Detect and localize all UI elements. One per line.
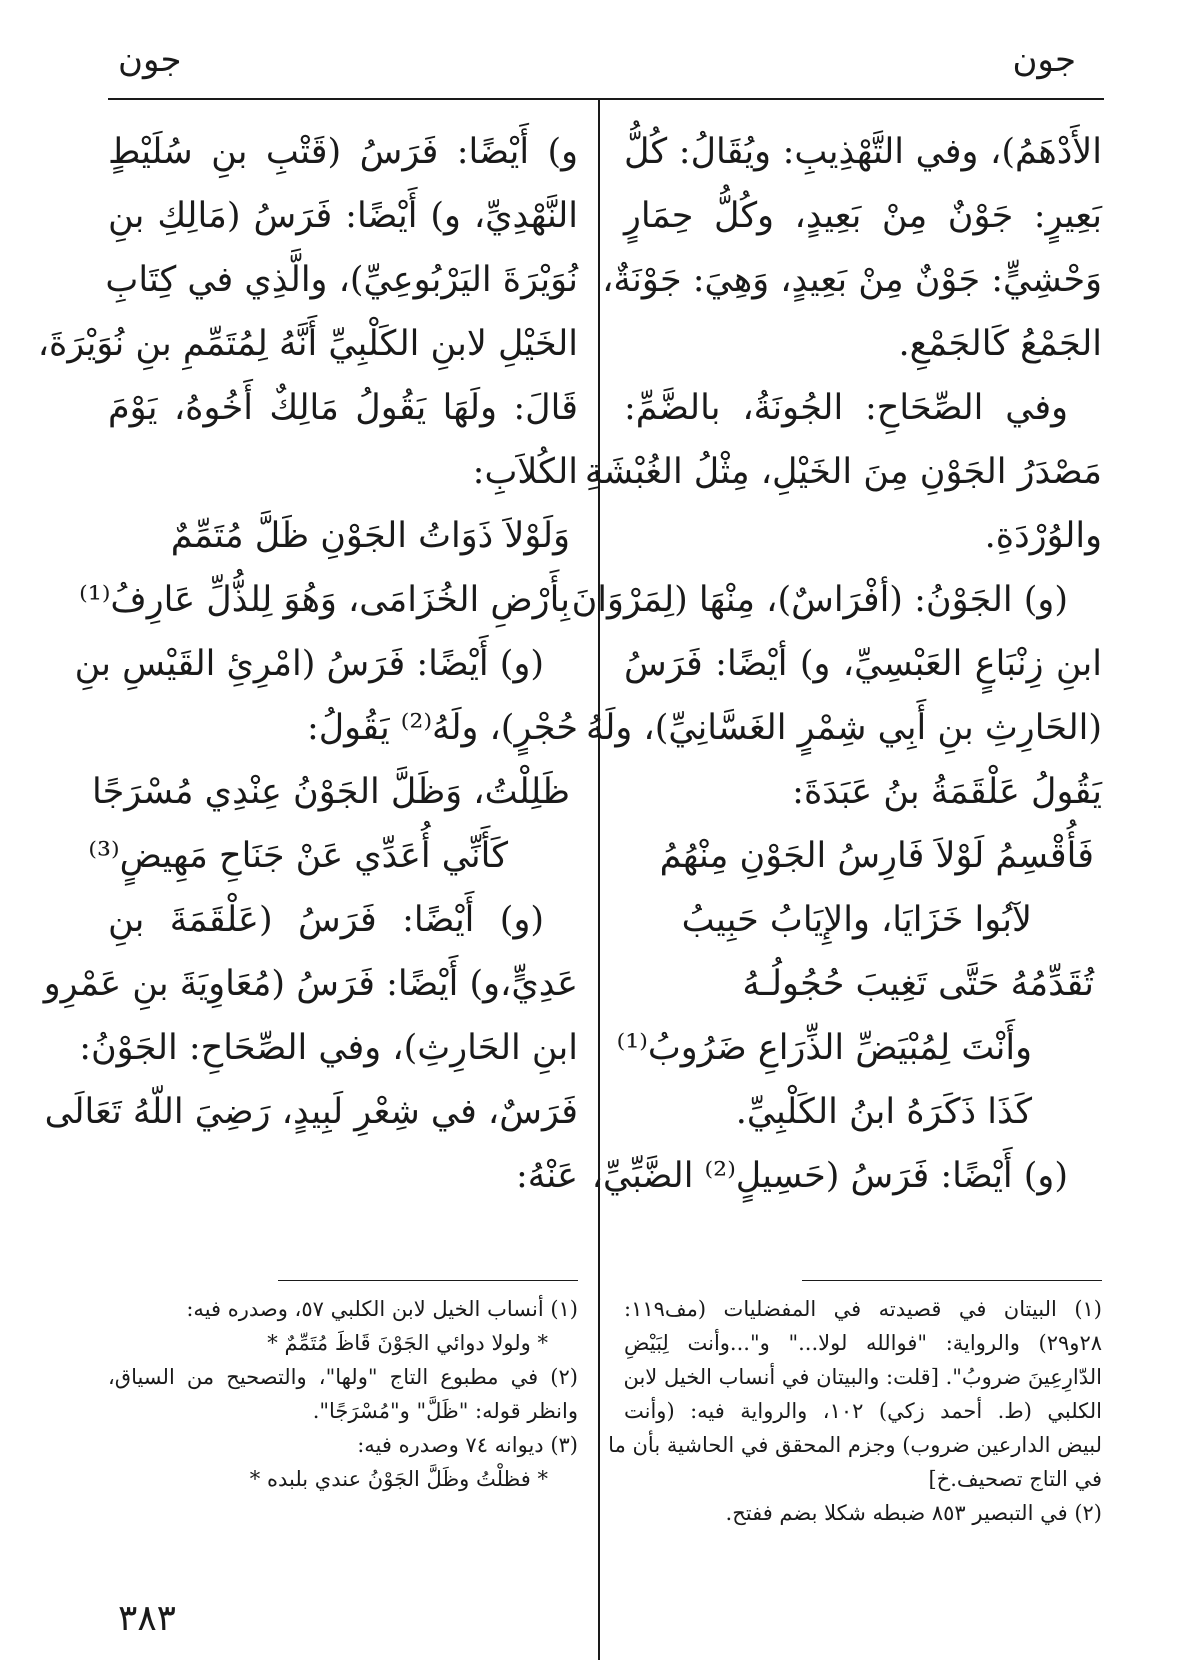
- text-line: والوُرْدَةِ.: [984, 516, 1102, 556]
- text-line: نُوَيْرَةَ اليَرْبُوعِيِّ)، والَّذِي في كِتَابِ: [105, 260, 578, 300]
- verse-line: بِأَرْضِ الخُزَامَى، وَهُوَ لِلذُّلِّ عَارِفُ⁽¹⁾: [79, 580, 570, 620]
- text-line: حُجْرٍ)، ولَهُ⁽²⁾ يَقُولُ:: [306, 708, 578, 748]
- footnote-line: (١) البيتان في قصيدته في المفضليات (مف١١٩:: [624, 1297, 1102, 1321]
- right-column: [571, 120, 1102, 1208]
- page-number: ٣٨٣: [118, 1598, 177, 1639]
- text-line: ابنِ الحَارِثِ)، وفي الصِّحَاحِ: الجَوْنُ:: [79, 1028, 578, 1068]
- footnote-line: (٢) في التبصير ٨٥٣ ضبطه شكلا بضم ففتح.: [725, 1501, 1102, 1525]
- footnote-line: الدّارِعِينَ ضروبُ". [قلت: والبيتان في أنساب الخيل لابن: [623, 1365, 1102, 1389]
- text-line: (و) أَيْضًا: فَرَسُ (حَسِيلٍ⁽²⁾ الضَّبِّيِّ،: [591, 1156, 1068, 1196]
- verse-line: تُقَدِّمُهُ حَتَّى تَغِيبَ حُجُولُـهُ: [742, 964, 1094, 1004]
- footnote-rule-left: [278, 1280, 578, 1281]
- text-line: الكُلاَبِ:: [472, 452, 578, 492]
- verse-line: فَأُقْسِمُ لَوْلاَ فَارِسُ الجَوْنِ مِنْهُمُ: [659, 836, 1094, 876]
- header-rule: [108, 98, 1104, 100]
- left-column: [37, 120, 578, 1208]
- header-title-right: جون: [1012, 40, 1076, 80]
- text-line: (الحَارِثِ بنِ أَبِي شِمْرٍ الغَسَّانِيِّ)، ولَهُ: [585, 708, 1102, 748]
- footnotes-right: [608, 1292, 1102, 1530]
- text-line: قَالَ: ولَهَا يَقُولُ مَالِكٌ أَخُوهُ، يَوْمَ: [108, 388, 578, 428]
- footnote-rule-right: [802, 1280, 1102, 1281]
- verse-line: ظَلِلْتُ، وَظَلَّ الجَوْنُ عِنْدِي مُسْرَجًا: [91, 772, 570, 812]
- footnote-line: الكلبي (ط. أحمد زكي) ١٠٢، والرواية فيه: (وأنت: [624, 1399, 1102, 1423]
- text-line: الجَمْعُ كَالجَمْعِ.: [898, 324, 1102, 364]
- footnote-line: ٢٨و٢٩) والرواية: "فوالله لولا..." و"...وأنت لِبَيْضِ: [624, 1331, 1102, 1355]
- text-line: و) أَيْضًا: فَرَسُ (قَتْبِ بنِ سُلَيْطٍ: [108, 132, 578, 172]
- header-title-left: جون: [118, 40, 182, 80]
- text-line: فَرَسٌ، في شِعْرِ لَبِيدٍ، رَضِيَ اللّهُ تَعَالَى: [44, 1092, 578, 1132]
- text-line: النَّهْدِيِّ، و) أَيْضًا: فَرَسُ (مَالِكِ بنِ: [108, 196, 578, 236]
- text-line: (و) الجَوْنُ: (أفْرَاسٌ)، مِنْهَا (لِمَرْوَانَ: [571, 580, 1068, 620]
- text-line: وَحْشِيٍّ: جَوْنٌ مِنْ بَعِيدٍ، وَهِيَ: جَوْنَةٌ،: [602, 260, 1102, 300]
- footnote-line: (١) أنساب الخيل لابن الكلبي ٥٧، وصدره فيه:: [186, 1297, 578, 1321]
- column-divider: [598, 100, 600, 1660]
- text-line: الأَدْهَمُ)، وفي التَّهْذِيبِ: ويُقَالُ: كُلُّ: [624, 132, 1102, 172]
- footnote-line: في التاج تصحيف.خ]: [928, 1467, 1102, 1491]
- footnote-line: (٣) ديوانه ٧٤ وصدره فيه:: [357, 1433, 578, 1457]
- text-line: بَعِيرٍ: جَوْنٌ مِنْ بَعِيدٍ، وكُلُّ حِمَارٍ: [624, 196, 1102, 236]
- verse-line: كَأَنِّي أُعَدِّي عَنْ جَنَاحِ مَهِيضٍ⁽³⁾: [88, 836, 508, 876]
- footnote-line: * ولولا دوائي الجَوْنَ قَاظَ مُتَمِّمٌ *: [267, 1331, 548, 1355]
- text-line: الخَيْلِ لابنِ الكَلْبِيِّ أَنَّهُ لِمُتَمِّمِ بنِ نُوَيْرَةَ،: [37, 324, 578, 364]
- text-line: كَذَا ذَكَرَهُ ابنُ الكَلْبِيِّ.: [735, 1092, 1032, 1132]
- footnotes-left: [108, 1292, 578, 1496]
- verse-line: وأَنْتَ لِمُبْيَضِّ الذِّرَاعِ ضَرُوبُ⁽¹⁾: [616, 1028, 1032, 1068]
- text-line: وفي الصِّحَاحِ: الجُونَةُ، بالضَّمِّ:: [624, 388, 1068, 428]
- text-line: (و) أَيْضًا: فَرَسُ (امْرِئِ القَيْسِ بنِ: [74, 644, 544, 684]
- text-line: عَنْهُ:: [515, 1156, 578, 1196]
- text-line: ابنِ زِنْبَاعٍ العَبْسِيِّ، و) أيْضًا: فَرَسُ: [624, 644, 1102, 684]
- verse-line: وَلَوْلاَ ذَوَاتُ الجَوْنِ ظَلَّ مُتَمِّمٌ: [170, 516, 570, 556]
- text-line: يَقُولُ عَلْقَمَةُ بنُ عَبَدَةَ:: [792, 772, 1102, 812]
- verse-line: لآبُوا خَزَايَا، والإِيَابُ حَبِيبُ: [681, 900, 1032, 940]
- text-line: مَصْدَرُ الجَوْنِ مِنَ الخَيْلِ، مِثْلُ الغُبْشَةِ: [584, 452, 1102, 492]
- footnote-line: (٢) في مطبوع التاج "ولها"، والتصحيح من السياق،: [108, 1365, 578, 1389]
- footnote-line: لبيض الدارعين ضروب) وجزم المحقق في الحاشية بأن ما: [608, 1433, 1102, 1457]
- footnote-line: وانظر قوله: "ظَلَّ" و"مُسْرَجًا".: [312, 1399, 578, 1423]
- text-line: (و) أَيْضًا: فَرَسُ (عَلْقَمَةَ بنِ: [108, 900, 544, 940]
- text-line: عَدِيٍّ،و) أَيْضًا: فَرَسُ (مُعَاوِيَةَ بنِ عَمْرِو: [43, 964, 578, 1004]
- footnote-line: * فظلْتُ وظَلَّ الجَوْنُ عندي بلبده *: [249, 1467, 548, 1491]
